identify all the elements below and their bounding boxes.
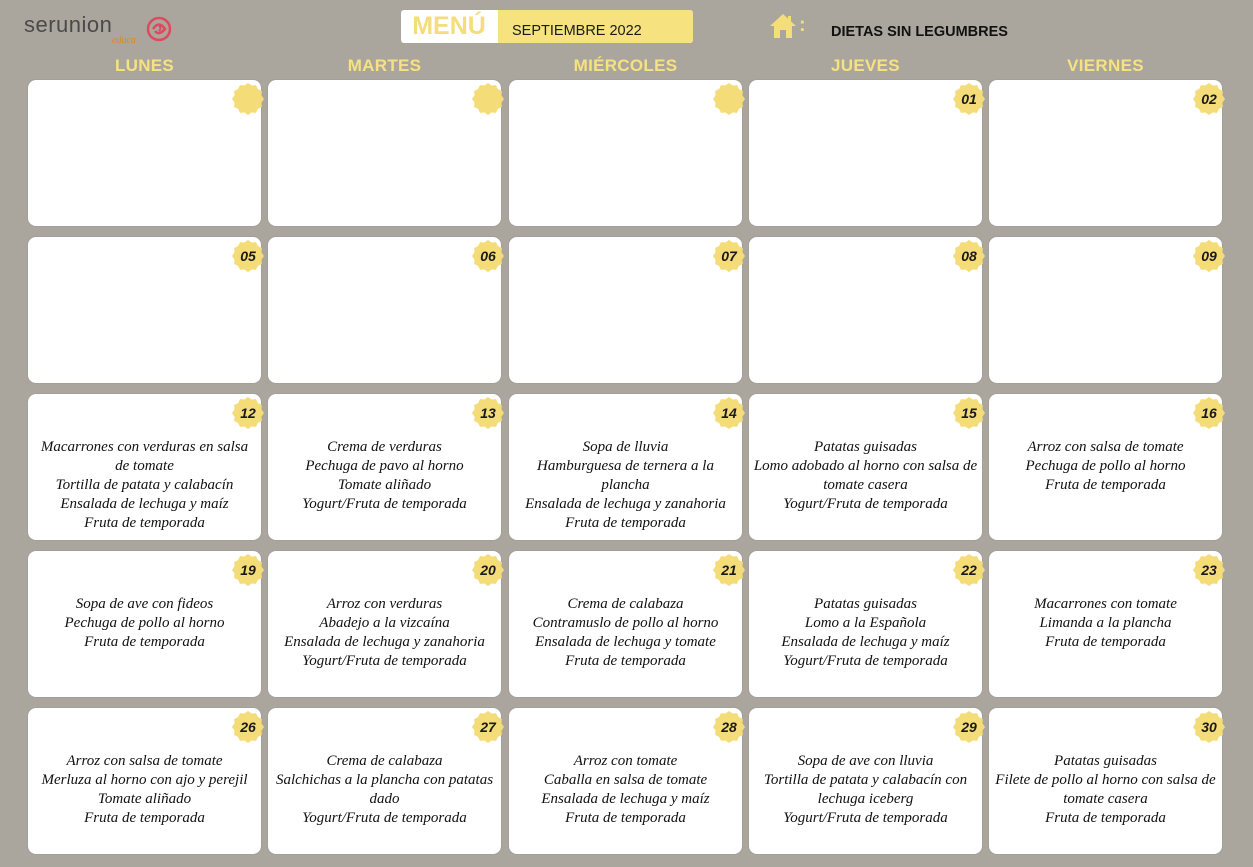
dish-item: Tomate aliñado [337,477,432,493]
day-cell [509,237,742,383]
dish-list [272,595,497,671]
menu-title-box [401,10,693,43]
dish-list [753,595,978,671]
menu-month: SEPTIEMBRE 2022 [498,10,693,43]
dish-item: Pechuga de pavo al horno [305,458,464,474]
dish-item: Pechuga de pollo al horno [1025,458,1186,474]
day-number-badge [231,710,265,744]
day-cell [28,708,261,854]
day-cell [28,237,261,383]
menu-label: MENÚ [412,12,486,40]
day-header-monday: LUNES [114,56,175,75]
day-number [471,82,505,116]
day-number-badge [471,553,505,587]
dish-item: Fruta de temporada [84,515,205,531]
dish-item: Yogurt/Fruta de temporada [302,810,467,826]
dish-item: Yogurt/Fruta de temporada [302,496,467,512]
day-cell [509,394,742,540]
dish-list [753,752,978,828]
day-cell [989,237,1222,383]
day-number: 27 [480,719,496,735]
day-number-badge [712,82,746,116]
day-number-badge [231,396,265,430]
dish-item: Macarrones con tomate [1034,596,1177,612]
dish-item: Sopa de lluvia [582,439,669,455]
day-cell [28,551,261,697]
dish-item: Tortilla de patata y calabacín con lechuga iceberg [763,772,968,807]
dish-list [993,595,1218,652]
day-number-badge [1192,239,1226,273]
dish-item: Macarrones con verduras en salsa de tomate [40,439,249,474]
day-cell [749,551,982,697]
day-number: 01 [961,91,977,107]
day-number [712,82,746,116]
dish-item: Yogurt/Fruta de temporada [302,653,467,669]
day-cell [749,237,982,383]
day-number-badge [231,553,265,587]
dish-list [513,752,738,828]
day-number: 14 [721,405,737,421]
day-number: 12 [240,405,256,421]
dish-list [513,595,738,671]
day-cell [268,237,501,383]
dish-item: Yogurt/Fruta de temporada [783,810,948,826]
dish-item: Crema de calabaza [326,753,443,769]
dish-list [513,438,738,533]
dish-item: Arroz con salsa de tomate [1027,439,1184,455]
dish-item: Sopa de ave con fideos [75,596,214,612]
dish-item: Fruta de temporada [1045,634,1166,650]
day-number: 05 [240,248,256,264]
day-number-badge [231,82,265,116]
dish-item: Salchichas a la plancha con patatas dado [275,772,494,807]
dish-list [753,438,978,514]
day-number: 29 [961,719,977,735]
dish-item: Crema de calabaza [567,596,684,612]
dish-item: Fruta de temporada [565,653,686,669]
dish-list [32,438,257,533]
day-number: 30 [1201,719,1217,735]
day-number: 16 [1201,405,1217,421]
dish-item: Fruta de temporada [565,810,686,826]
serunion-logo [24,8,184,48]
dish-item: Patatas guisadas [1054,753,1157,769]
day-number [231,82,265,116]
dish-item: Arroz con salsa de tomate [66,753,223,769]
day-number-badge [1192,553,1226,587]
day-number: 23 [1201,562,1217,578]
dish-item: Pechuga de pollo al horno [64,615,225,631]
dish-item: Fruta de temporada [1045,477,1166,493]
dish-item: Ensalada de lechuga y maíz [60,496,229,512]
day-number: 28 [721,719,737,735]
dish-item: Yogurt/Fruta de temporada [783,496,948,512]
day-number: 06 [480,248,496,264]
home-colon: : [799,14,806,36]
day-number-badge [712,553,746,587]
dish-item: Ensalada de lechuga y maíz [781,634,950,650]
dish-list [993,438,1218,495]
day-number-badge [471,710,505,744]
dish-item: Sopa de ave con lluvia [797,753,934,769]
day-cell [509,80,742,226]
brand-subtitle: educa [112,35,136,46]
day-cell [989,551,1222,697]
day-number-badge [471,82,505,116]
day-number: 02 [1201,91,1217,107]
day-cell [28,394,261,540]
day-cell [989,394,1222,540]
day-number: 07 [721,248,737,264]
dish-list [32,752,257,828]
dish-item: Contramuslo de pollo al horno [532,615,719,631]
dish-item: Lomo a la Española [804,615,927,631]
day-cell [268,708,501,854]
dish-item: Filete de pollo al horno con salsa de tomate casera [995,772,1216,807]
dish-item: Tomate aliñado [97,791,192,807]
day-cell [268,551,501,697]
dish-item: Caballa en salsa de tomate [543,772,708,788]
dish-item: Fruta de temporada [565,515,686,531]
day-cell [509,708,742,854]
day-number: 22 [961,562,977,578]
day-number-badge [1192,396,1226,430]
day-header-friday: VIERNES [1067,56,1144,75]
dish-item: Ensalada de lechuga y zanahoria [525,496,726,512]
day-number-badge [231,239,265,273]
dish-item: Patatas guisadas [814,439,917,455]
dish-list [272,438,497,514]
day-number: 09 [1201,248,1217,264]
day-number: 08 [961,248,977,264]
day-number-badge [471,239,505,273]
day-header-wednesday: MIÉRCOLES [573,56,678,75]
day-cell [749,708,982,854]
day-cell [749,394,982,540]
day-number-badge [952,710,986,744]
day-cell [989,80,1222,226]
day-number-badge [1192,82,1226,116]
dish-item: Ensalada de lechuga y maíz [541,791,710,807]
dish-list [272,752,497,828]
day-header-tuesday: MARTES [347,56,422,75]
day-number: 15 [961,405,977,421]
day-number-badge [952,239,986,273]
day-number: 13 [480,405,496,421]
dish-item: Crema de verduras [327,439,442,455]
day-cell [749,80,982,226]
dish-item: Limanda a la plancha [1039,615,1172,631]
dish-item: Fruta de temporada [84,810,205,826]
day-cell [989,708,1222,854]
dish-item: Fruta de temporada [1045,810,1166,826]
dish-item: Abadejo a la vizcaína [319,615,450,631]
day-number-badge [952,396,986,430]
day-cell [28,80,261,226]
rose-logo-icon [144,14,174,44]
day-number-badge [712,239,746,273]
day-cell [268,394,501,540]
dish-item: Lomo adobado al horno con salsa de tomate casera [753,458,978,493]
dish-item: Patatas guisadas [814,596,917,612]
day-number-badge [952,553,986,587]
dish-item: Merluza al horno con ajo y perejil [41,772,248,788]
brand-name: serunion [24,12,113,37]
dish-item: Ensalada de lechuga y tomate [535,634,716,650]
day-number: 19 [240,562,256,578]
day-number: 21 [721,562,737,578]
day-number-badge [712,710,746,744]
dish-item: Yogurt/Fruta de temporada [783,653,948,669]
day-number-badge [952,82,986,116]
day-cell [509,551,742,697]
day-cell [268,80,501,226]
dish-item: Tortilla de patata y calabacín [55,477,234,493]
day-number-badge [471,396,505,430]
dish-item: Hamburguesa de ternera a la plancha [537,458,714,493]
dish-item: Ensalada de lechuga y zanahoria [284,634,485,650]
diet-title: DIETAS SIN LEGUMBRES [831,24,1008,40]
home-icon [768,12,798,40]
dish-list [32,595,257,652]
day-number: 26 [240,719,256,735]
day-number-badge [712,396,746,430]
dish-list [993,752,1218,828]
day-number-badge [1192,710,1226,744]
day-header-thursday: JUEVES [831,56,900,75]
dish-item: Fruta de temporada [84,634,205,650]
day-number: 20 [480,562,496,578]
dish-item: Arroz con tomate [573,753,678,769]
dish-item: Arroz con verduras [326,596,443,612]
